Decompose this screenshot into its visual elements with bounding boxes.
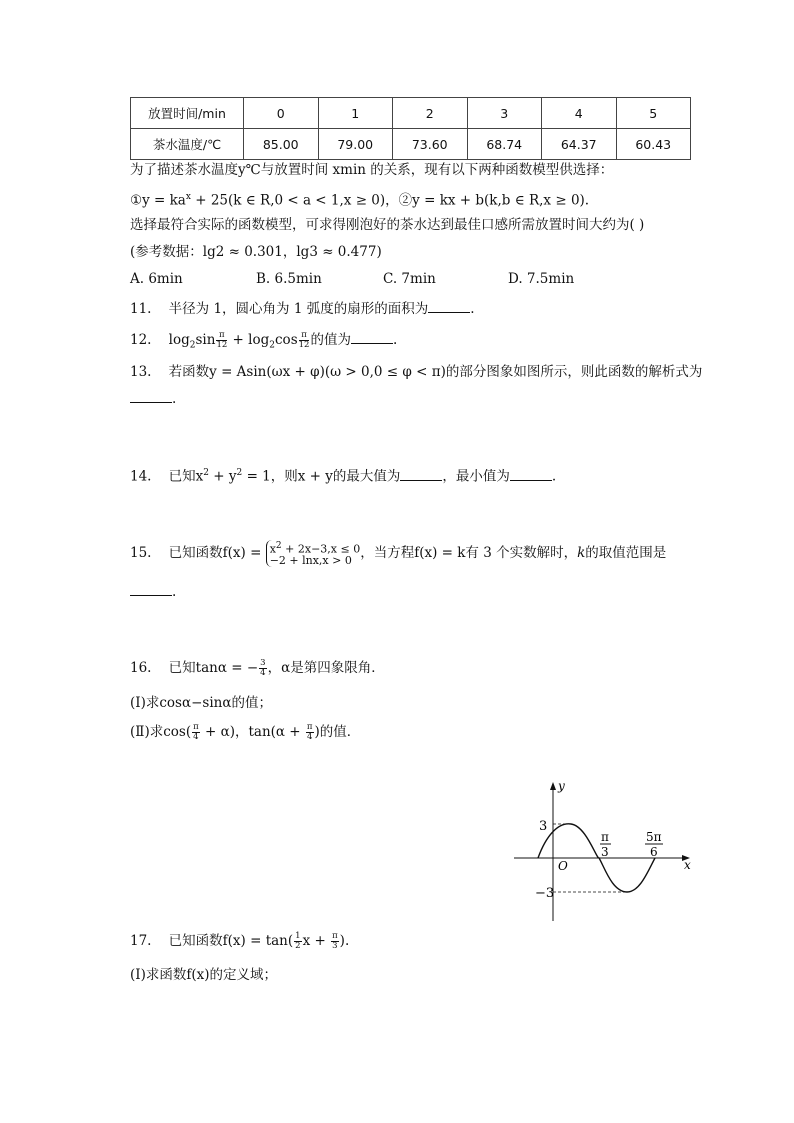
q16-part2-b: + α)，tan(α +	[200, 724, 305, 740]
q13-answer-line	[130, 389, 176, 408]
question-16	[130, 657, 385, 679]
question-13	[130, 363, 702, 381]
q13-text: 若函数y = Asin(ωx + φ)(ω > 0,0 ≤ φ < π)的部分图象如图所示，则此函数的解析式为	[168, 364, 703, 380]
answer-blank	[130, 582, 172, 596]
q12-text: 的值为	[310, 332, 351, 348]
q15-text-a: 已知函数f(x) =	[168, 545, 266, 561]
y-axis-label: y	[558, 779, 565, 793]
q15-answer-line	[130, 582, 176, 601]
q16-number: 16.	[130, 660, 152, 676]
q17-text-c: ).	[339, 933, 350, 949]
y-max-label: 3	[539, 819, 548, 834]
5pi-over-6-numerator: 5π	[646, 830, 662, 844]
table-cell: 85.00	[244, 129, 319, 160]
q15-text-c: 的取值范围是	[585, 545, 667, 561]
table-cell: 3	[467, 98, 542, 129]
table-row	[131, 129, 691, 160]
option-c: C. 7min	[383, 271, 436, 287]
k-variable: k	[577, 545, 586, 561]
question-11	[130, 299, 475, 318]
q13-number: 13.	[130, 364, 152, 380]
table-cell: 68.74	[467, 129, 542, 160]
answer-blank	[428, 299, 470, 313]
fraction-pi-4: $\frac{\pi}{4}$	[306, 722, 313, 742]
question-15	[130, 538, 666, 568]
cos-text: cos	[275, 332, 298, 348]
table-cell: 79.00	[318, 129, 393, 160]
fraction-pi-3: $\frac{\pi}{3}$	[332, 931, 338, 951]
table-row	[131, 98, 691, 129]
table-cell: 64.37	[542, 129, 617, 160]
q10-desc-a: 为了描述茶水温度y	[130, 162, 246, 178]
option-b: B. 6.5min	[256, 271, 322, 287]
q14-text-a: 已知x	[168, 468, 204, 485]
y-min-label: −3	[535, 886, 555, 901]
q14-text-c: = 1，则x + y的最大值为	[242, 468, 401, 485]
log-text: log	[248, 332, 270, 348]
answer-blank	[351, 330, 393, 344]
table-header-time: 放置时间/min	[131, 98, 244, 129]
table-cell: 60.43	[616, 129, 691, 160]
fraction-pi-12: $\frac{\pi}{12}$	[298, 330, 310, 350]
pi-over-3-numerator: π	[601, 830, 609, 844]
question-12	[130, 330, 397, 355]
q16-part2-a: (Ⅱ)求cos(	[130, 724, 192, 740]
model1-b: + 25(k ∈ R,0 < a < 1,x ≥ 0)，	[190, 192, 399, 209]
answer-blank	[510, 467, 552, 481]
q16-part2-c: )的值．	[314, 724, 361, 740]
fraction-3-4: $\frac{3}{4}$	[260, 658, 266, 678]
x-axis-label: x	[684, 858, 691, 872]
q10-question: 选择最符合实际的函数模型，可求得刚泡好的茶水达到最佳口感所需放置时间大约为( )	[130, 217, 645, 233]
q16-part-2	[130, 721, 360, 743]
q17-part-1: (Ⅰ)求函数f(x)的定义域；	[130, 967, 278, 983]
q14-text-b: + y	[209, 468, 237, 485]
table-cell: 73.60	[393, 129, 468, 160]
log-base: 2	[269, 340, 275, 351]
model2: ②y = kx + b(k,b ∈ R,x ≥ 0).	[398, 192, 590, 209]
model1-a: ①y = ka	[130, 192, 186, 209]
sine-graph	[508, 776, 698, 926]
q17-text-b: x +	[302, 933, 331, 949]
q12-number: 12.	[130, 332, 152, 348]
q14-number: 14.	[130, 468, 152, 485]
piecewise-function	[266, 540, 361, 568]
q14-text-d: ，最小值为	[442, 468, 510, 485]
piecewise-case-1: $x^2 + 2x-3,x \le 0$	[269, 540, 361, 556]
fraction-1-2: $\frac{1}{2}$	[295, 931, 301, 951]
table-cell: 5	[616, 98, 691, 129]
question-17	[130, 930, 349, 952]
answer-blank	[130, 389, 172, 403]
q10-description	[130, 161, 613, 179]
q10-desc-b: ℃与放置时间 xmin 的关系，现有以下两种函数模型供选择：	[245, 162, 614, 178]
fraction-pi-4: $\frac{\pi}{4}$	[193, 722, 199, 742]
piecewise-case-2: −2 + lnx,x > 0	[269, 554, 352, 568]
q13-end: .	[172, 391, 177, 407]
answer-blank	[400, 467, 442, 481]
log-base: 2	[189, 340, 196, 351]
q16-text-a: 已知tanα = −	[168, 660, 259, 676]
q11-number: 11.	[130, 301, 152, 317]
q15-end: .	[172, 584, 177, 600]
sin-text: sin	[195, 332, 216, 348]
log-text: log	[168, 332, 190, 348]
q10-reference: (参考数据：lg2 ≈ 0.301，lg3 ≈ 0.477)	[130, 244, 382, 260]
pi-over-3-denominator: 3	[601, 845, 609, 859]
question-14	[130, 464, 556, 486]
q11-end: .	[470, 301, 475, 317]
plus-sign: +	[228, 332, 249, 348]
tea-temperature-table	[130, 97, 691, 160]
q15-number: 15.	[130, 545, 152, 561]
option-d: D. 7.5min	[508, 271, 575, 287]
5pi-over-6-denominator: 6	[650, 845, 658, 859]
q16-text-b: ，α是第四象限角．	[267, 660, 385, 676]
origin-label: O	[558, 859, 568, 873]
q17-text-a: 已知函数f(x) = tan(	[168, 933, 294, 949]
q10-models	[130, 188, 589, 210]
table-cell: 1	[318, 98, 393, 129]
q16-part-1: (Ⅰ)求cosα−sinα的值；	[130, 695, 272, 711]
exponent: 2	[203, 468, 210, 478]
fraction-pi-12: $\frac{\pi}{12}$	[216, 330, 228, 350]
q11-text: 半径为 1，圆心角为 1 弧度的扇形的面积为	[168, 301, 429, 317]
option-a: A. 6min	[130, 271, 183, 287]
q15-text-b: ，当方程f(x) = k有 3 个实数解时，	[360, 545, 578, 561]
table-cell: 2	[393, 98, 468, 129]
model1-sup: x	[185, 192, 191, 202]
table-header-temperature: 茶水温度/℃	[131, 129, 244, 160]
exponent: 2	[236, 468, 243, 478]
table-cell: 4	[542, 98, 617, 129]
q17-number: 17.	[130, 933, 152, 949]
table-cell: 0	[244, 98, 319, 129]
q12-end: .	[392, 332, 398, 348]
q14-end: .	[551, 468, 557, 485]
